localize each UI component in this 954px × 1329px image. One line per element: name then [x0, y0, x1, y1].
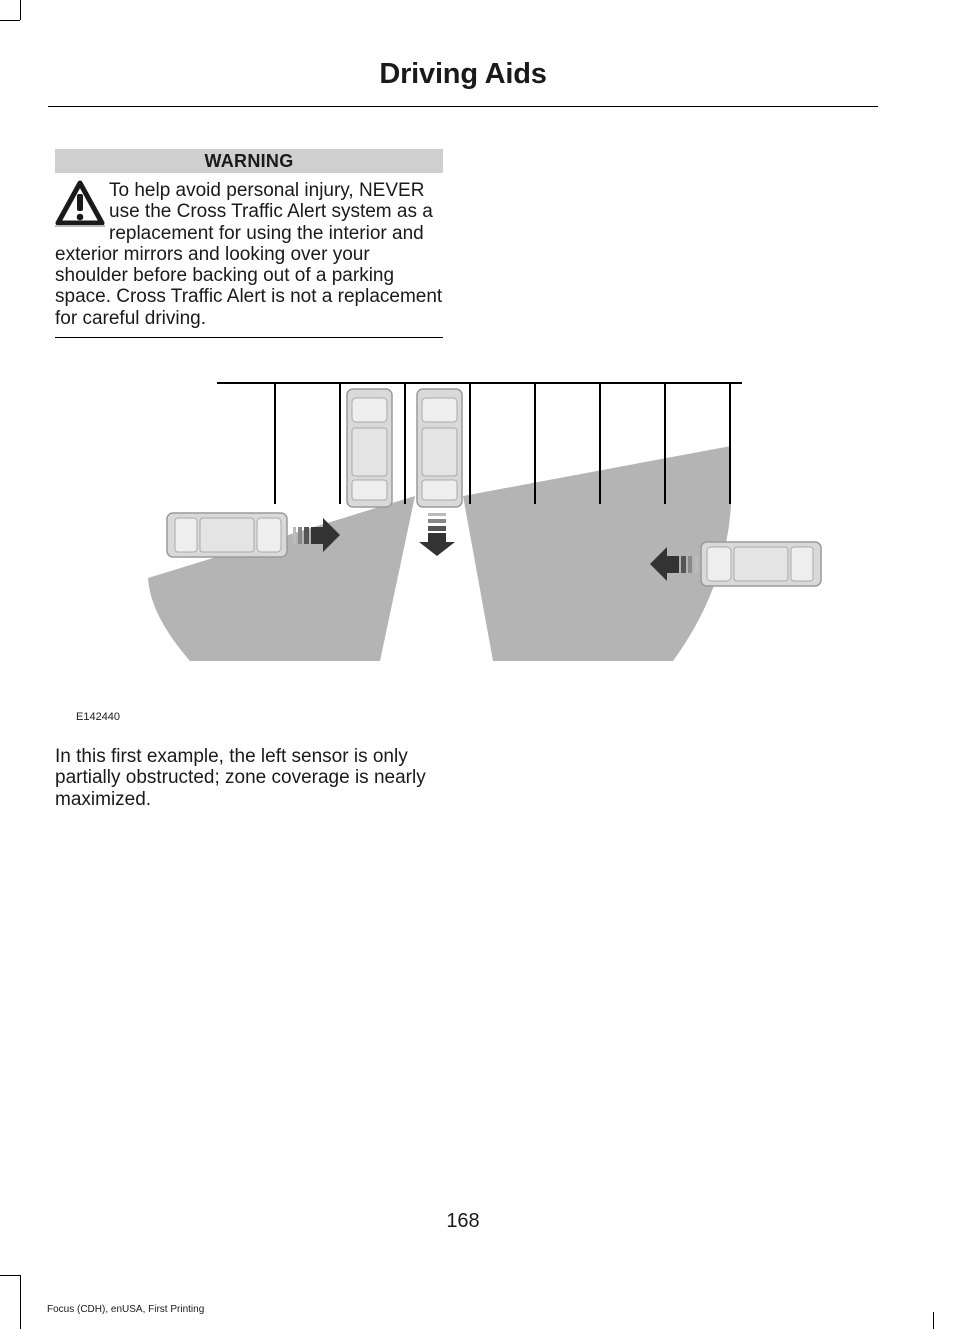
reverse-direction-arrow [419, 513, 455, 556]
approaching-car-right [701, 542, 821, 586]
warning-text: To help avoid personal injury, NEVER use the Cross Traffic Alert system as a replacement for using the interior and exterior mirrors and looking over your shoulder before backing out of a parking space. Cross Traffic Alert is not a replacement for careful driving. [55, 180, 443, 329]
page-number: 168 [446, 1210, 480, 1232]
warning-triangle-icon [55, 180, 105, 228]
warning-bottom-rule [55, 337, 443, 338]
warning-body [55, 180, 443, 329]
crop-mark [0, 20, 20, 21]
cross-traffic-alert-diagram [140, 370, 830, 670]
figure-id: E142440 [76, 711, 121, 723]
footer-text: Focus (CDH), enUSA, First Printing [47, 1304, 205, 1315]
right-detection-zone [463, 446, 731, 661]
body-paragraph: In this first example, the left sensor is only partially obstructed; zone coverage is nearly maximized. [55, 746, 426, 810]
warning-heading: WARNING [55, 149, 443, 173]
page-title: Driving Aids [379, 58, 547, 90]
crop-mark [933, 1312, 934, 1329]
reversing-car [417, 389, 462, 507]
title-divider [48, 106, 878, 107]
approaching-car-left [167, 513, 287, 557]
warning-box [55, 149, 443, 329]
parked-car [347, 389, 392, 507]
crop-mark [20, 1275, 21, 1329]
crop-mark [20, 0, 21, 20]
crop-mark [0, 1275, 20, 1276]
